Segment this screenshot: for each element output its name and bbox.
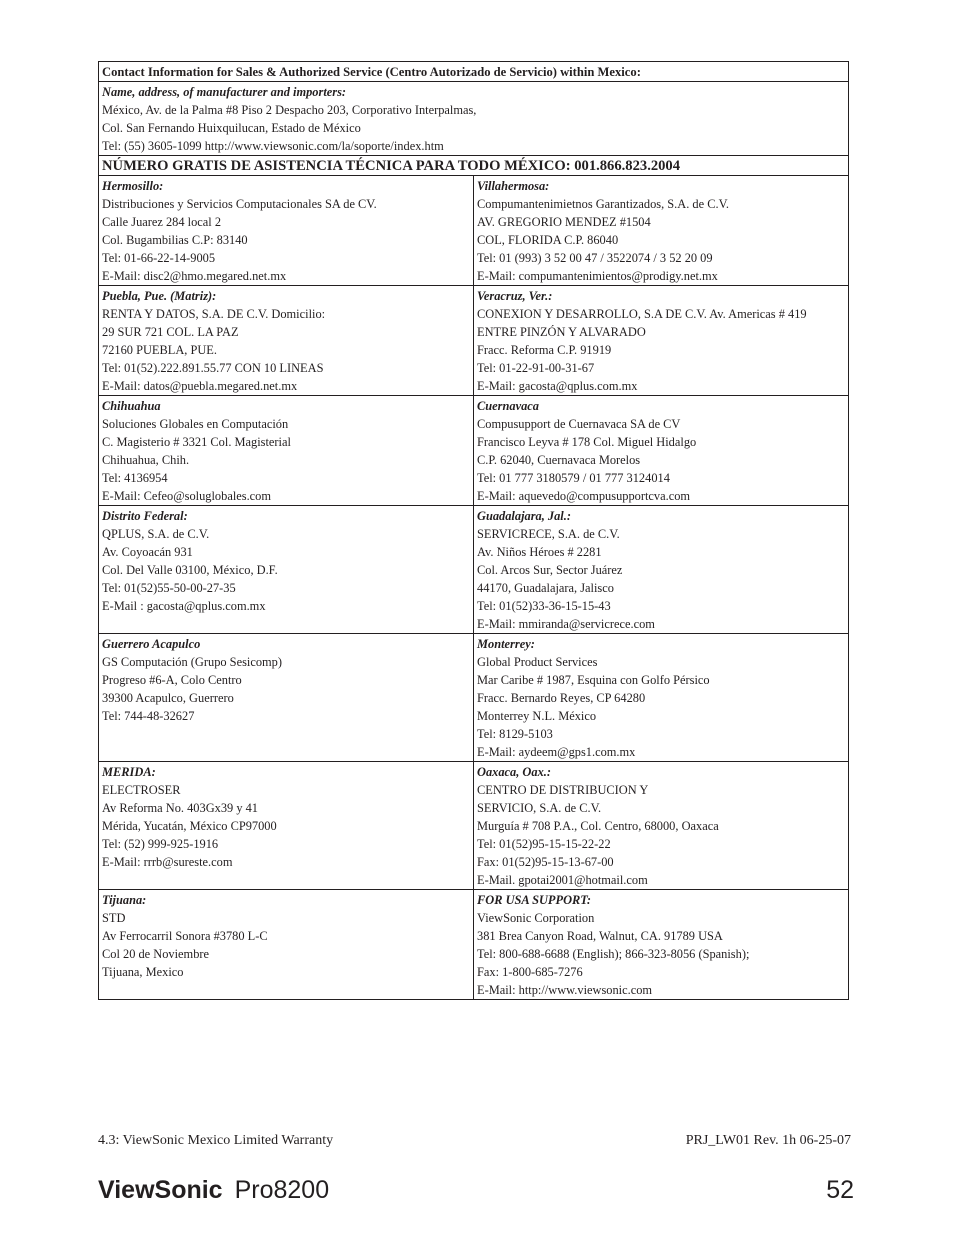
city-title: Monterrey: [477,637,535,651]
brand-line [98,1176,329,1205]
service-center-cell [99,634,474,762]
contact-line: 381 Brea Canyon Road, Walnut, CA. 91789 USA [477,929,723,943]
contact-line: E-Mail: mmiranda@servicrece.com [477,617,655,631]
contact-line: STD [102,911,126,925]
contact-line: Tijuana, Mexico [102,965,184,979]
city-title: Veracruz, Ver.: [477,289,553,303]
contact-line: 29 SUR 721 COL. LA PAZ [102,325,239,339]
table-row [99,506,849,634]
service-center-cell [99,762,474,890]
city-title: Guerrero Acapulco [102,637,201,651]
city-title: Puebla, Pue. (Matriz): [102,289,217,303]
contact-line: Av Reforma No. 403Gx39 y 41 [102,801,259,815]
contact-line: Francisco Leyva # 178 Col. Miguel Hidalgo [477,435,697,449]
table-row [99,890,849,1000]
contact-table [98,61,849,1000]
contact-line: Soluciones Globales en Computación [102,417,289,431]
hotline-text: NÚMERO GRATIS DE ASISTENCIA TÉCNICA PARA TODO MÉXICO: 001.866.823.2004 [99,156,849,176]
city-title: MERIDA: [102,765,156,779]
contact-line: Murguía # 708 P.A., Col. Centro, 68000, Oaxaca [477,819,719,833]
contact-line: ENTRE PINZÓN Y ALVARADO [477,325,646,339]
contact-line: CONEXION Y DESARROLLO, S.A DE C.V. Av. Americas # 419 [477,307,807,321]
manufacturer-line: Col. San Fernando Huixquilucan, Estado de México [102,121,361,135]
contact-line: Fracc. Reforma C.P. 91919 [477,343,612,357]
manufacturer-title: Name, address, of manufacturer and importers: [102,85,347,99]
service-center-cell [474,890,849,1000]
city-title: Tijuana: [102,893,147,907]
contact-line: 44170, Guadalajara, Jalisco [477,581,614,595]
service-center-cell [474,634,849,762]
contact-line: 72160 PUEBLA, PUE. [102,343,217,357]
table-row [99,286,849,396]
manufacturer-row [99,82,849,156]
contact-line: E-Mail: rrrb@sureste.com [102,855,233,869]
contact-line: Mar Caribe # 1987, Esquina con Golfo Pérsico [477,673,710,687]
contact-line: QPLUS, S.A. de C.V. [102,527,210,541]
service-center-cell [99,396,474,506]
contact-line: SERVICRECE, S.A. de C.V. [477,527,620,541]
city-title: Cuernavaca [477,399,539,413]
contact-line: Tel: 01(52)55-50-00-27-35 [102,581,236,595]
contact-line: GS Computación (Grupo Sesicomp) [102,655,282,669]
model-name: Pro8200 [234,1176,330,1204]
contact-line: Global Product Services [477,655,598,669]
contact-line: Fax: 1-800-685-7276 [477,965,583,979]
contact-line: Col. Arcos Sur, Sector Juárez [477,563,623,577]
brand-name: ViewSonic [98,1176,223,1204]
contact-line: Tel: 01-66-22-14-9005 [102,251,216,265]
contact-line: Tel: 800-688-6688 (English); 866-323-8056 (Spanish); [477,947,750,961]
contact-line: E-Mail: Cefeo@soluglobales.com [102,489,272,503]
contact-line: Fracc. Bernardo Reyes, CP 64280 [477,691,646,705]
service-center-cell [99,286,474,396]
table-header: Contact Information for Sales & Authorized Service (Centro Autorizado de Servicio) within Mexico: [99,62,849,82]
service-center-cell [99,506,474,634]
city-title: FOR USA SUPPORT: [477,893,592,907]
service-center-cell [474,396,849,506]
city-title: Guadalajara, Jal.: [477,509,571,523]
contact-line: E-Mail : gacosta@qplus.com.mx [102,599,266,613]
contact-line: E-Mail: datos@puebla.megared.net.mx [102,379,298,393]
contact-line: E-Mail. gpotai2001@hotmail.com [477,873,648,887]
contact-line: Progreso #6-A, Colo Centro [102,673,242,687]
footer-section-label: 4.3: ViewSonic Mexico Limited Warranty [98,1133,334,1148]
hotline-row [99,156,849,176]
contact-line: Monterrey N.L. México [477,709,597,723]
contact-line: Av. Coyoacán 931 [102,545,193,559]
contact-line: Fax: 01(52)95-15-13-67-00 [477,855,614,869]
contact-line: Tel: 01(52)33-36-15-15-43 [477,599,611,613]
contact-line: Av Ferrocarril Sonora #3780 L-C [102,929,268,943]
header-row [99,62,849,82]
city-title: Hermosillo: [102,179,164,193]
contact-line: Tel: (52) 999-925-1916 [102,837,219,851]
contact-line: Distribuciones y Servicios Computacionales SA de CV. [102,197,377,211]
manufacturer-line: México, Av. de la Palma #8 Piso 2 Despacho 203, Corporativo Interpalmas, [102,103,477,117]
contact-line: E-Mail: aquevedo@compusupportcva.com [477,489,691,503]
table-row [99,396,849,506]
contact-line: E-Mail: http://www.viewsonic.com [477,983,653,997]
service-center-cell [474,176,849,286]
contact-line: Compusupport de Cuernavaca SA de CV [477,417,681,431]
contact-line: Calle Juarez 284 local 2 [102,215,222,229]
city-title: Villahermosa: [477,179,550,193]
contact-line: Col 20 de Noviembre [102,947,210,961]
contact-line: ELECTROSER [102,783,181,797]
city-title: Distrito Federal: [102,509,188,523]
contact-line: SERVICIO, S.A. de C.V. [477,801,602,815]
city-title: Chihuahua [102,399,161,413]
contact-line: CENTRO DE DISTRIBUCION Y [477,783,649,797]
contact-line: C. Magisterio # 3321 Col. Magisterial [102,435,291,449]
table-row [99,176,849,286]
contact-line: E-Mail: disc2@hmo.megared.net.mx [102,269,287,283]
contact-line: Av. Niños Héroes # 2281 [477,545,602,559]
contact-line: Tel: 744-48-32627 [102,709,195,723]
city-title: Oaxaca, Oax.: [477,765,551,779]
contact-line: Chihuahua, Chih. [102,453,190,467]
manufacturer-line: Tel: (55) 3605-1099 http://www.viewsonic.com/la/soporte/index.htm [102,139,444,153]
contact-line: Tel: 01 (993) 3 52 00 47 / 3522074 / 3 52 20 09 [477,251,713,265]
contact-line: Tel: 01(52).222.891.55.77 CON 10 LINEAS [102,361,324,375]
service-center-cell [474,506,849,634]
contact-line: E-Mail: compumantenimientos@prodigy.net.mx [477,269,718,283]
contact-line: Tel: 4136954 [102,471,168,485]
contact-line: Col. Del Valle 03100, México, D.F. [102,563,278,577]
contact-line: ViewSonic Corporation [477,911,595,925]
contact-line: C.P. 62040, Cuernavaca Morelos [477,453,641,467]
contact-line: E-Mail: gacosta@qplus.com.mx [477,379,638,393]
contact-line: Tel: 01 777 3180579 / 01 777 3124014 [477,471,670,485]
service-center-cell [474,762,849,890]
contact-line: Tel: 01-22-91-00-31-67 [477,361,595,375]
page-number: 52 [826,1176,854,1204]
contact-line: Tel: 01(52)95-15-15-22-22 [477,837,611,851]
contact-line: Tel: 8129-5103 [477,727,553,741]
manufacturer-cell [99,82,849,156]
footer-revision: PRJ_LW01 Rev. 1h 06-25-07 [685,1133,851,1148]
contact-line: Mérida, Yucatán, México CP97000 [102,819,277,833]
contact-line: E-Mail: aydeem@gps1.com.mx [477,745,636,759]
contact-line: 39300 Acapulco, Guerrero [102,691,234,705]
contact-line: RENTA Y DATOS, S.A. DE C.V. Domicilio: [102,307,326,321]
service-center-cell [99,890,474,1000]
contact-line: AV. GREGORIO MENDEZ #1504 [477,215,651,229]
service-center-cell [99,176,474,286]
contact-line: Compumantenimietnos Garantizados, S.A. de C.V. [477,197,730,211]
service-center-cell [474,286,849,396]
contact-line: Col. Bugambilias C.P: 83140 [102,233,248,247]
contact-line: COL, FLORIDA C.P. 86040 [477,233,619,247]
table-row [99,762,849,890]
table-row [99,634,849,762]
